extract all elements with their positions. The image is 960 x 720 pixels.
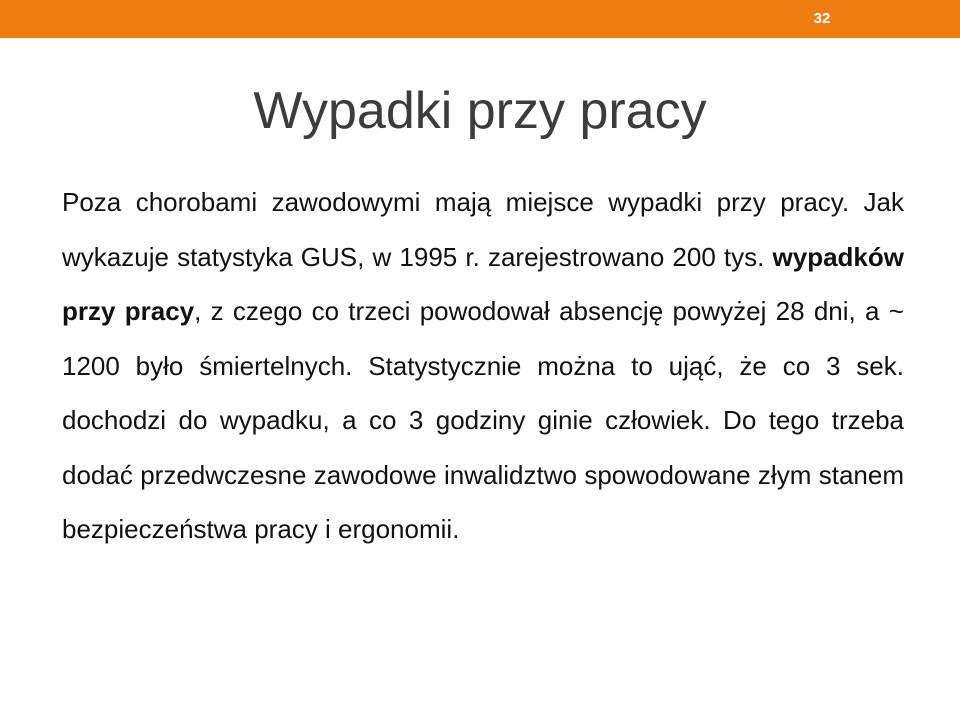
body-text-bold: wypadków przy pracy [62, 241, 904, 326]
body-paragraph [62, 175, 904, 557]
body-text-part-2: , z czego co trzeci powodował absencję powyżej 28 dni, a ~ 1200 było śmiertelnych. Statystycznie można to ująć, że co 3 sek. dochodzi do wypadku, a co 3 godziny ginie człowiek. Do tego trzeba dodać przedwczesne zawodowe inwalidztwo spowodowane złym stanem bezpieczeństwa pracy i ergonomii. [62, 296, 904, 544]
body-text-part-1: Poza chorobami zawodowymi mają miejsce wypadki przy pracy. Jak wykazuje statystyka GUS, w 1995 r. zarejestrowano 200 tys. [62, 187, 904, 272]
slide-number: 32 [813, 10, 831, 27]
header-accent-bar [0, 0, 960, 38]
slide-title: Wypadki przy pracy [253, 82, 707, 140]
